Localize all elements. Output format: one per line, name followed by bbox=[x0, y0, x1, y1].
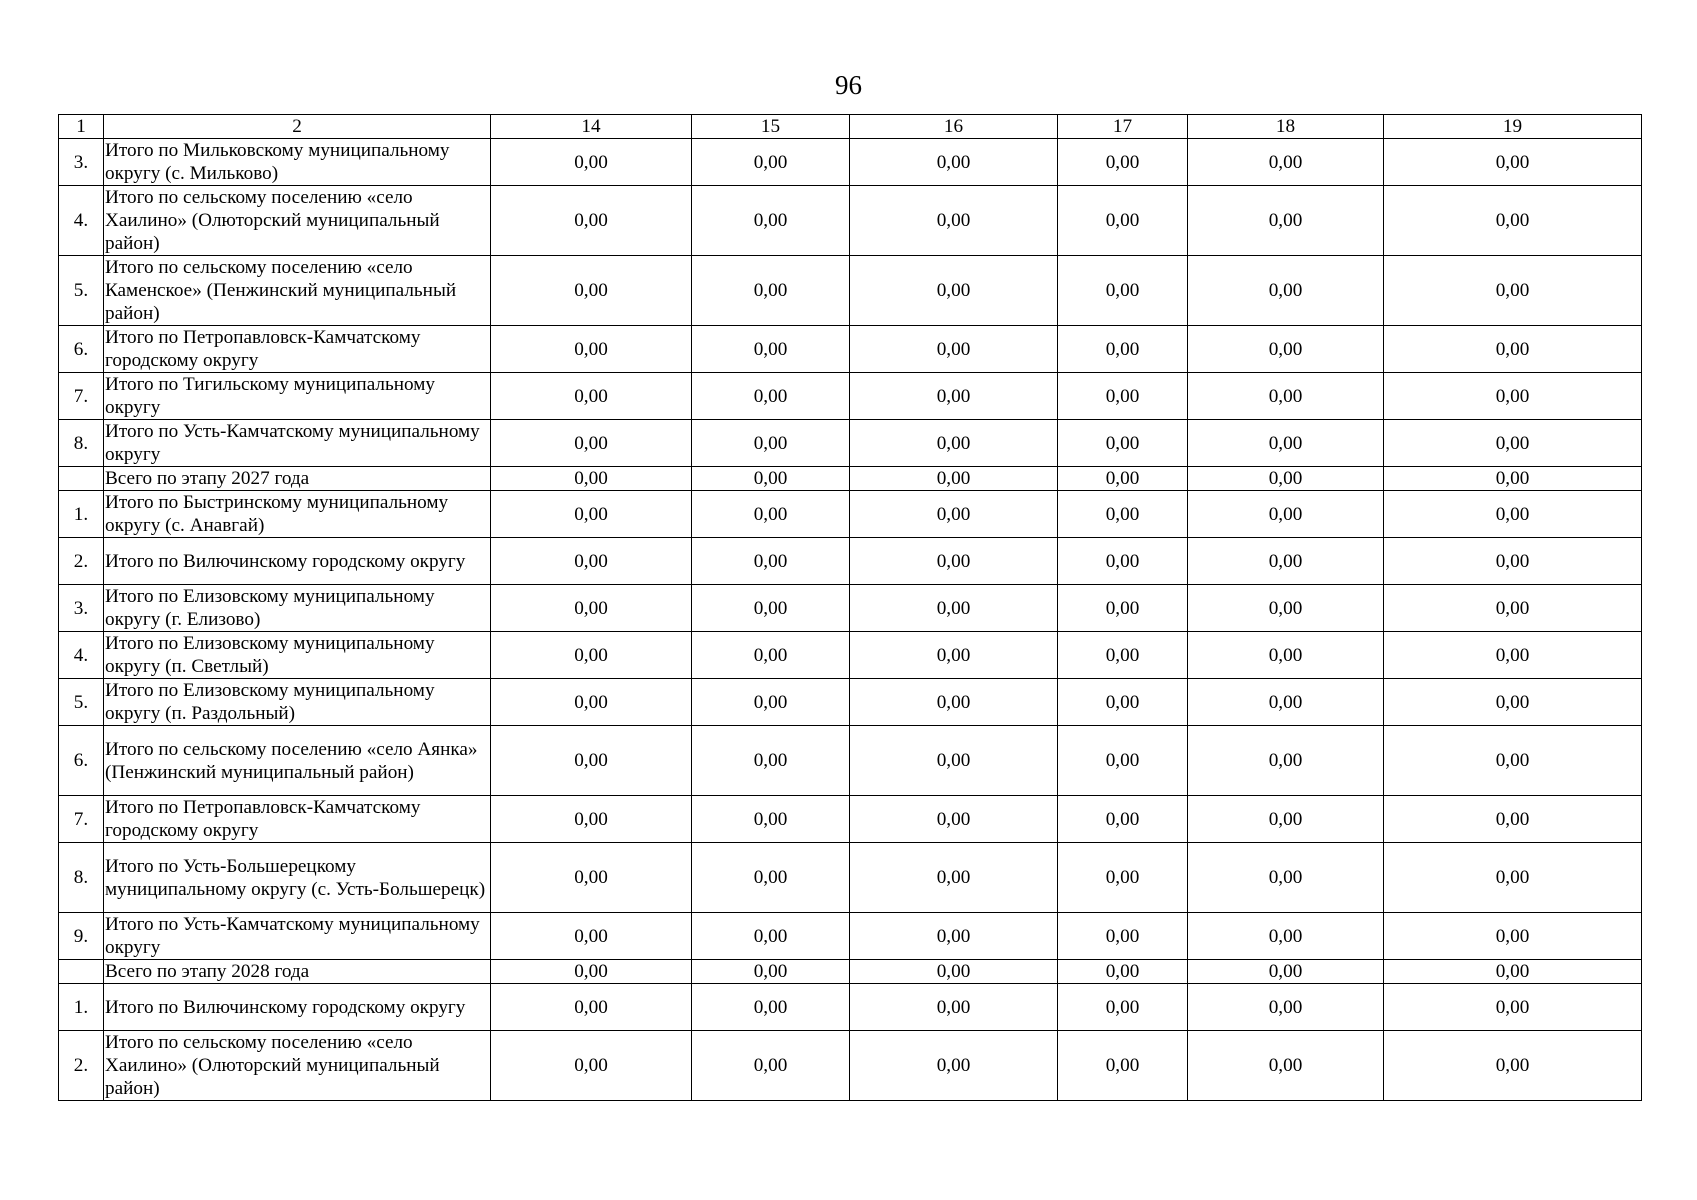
row-name-cell: Итого по сельскому поселению «село Хаилино» (Олюторский муниципальный район) bbox=[104, 1031, 491, 1101]
table-row bbox=[59, 467, 1642, 491]
value-cell: 0,00 bbox=[850, 491, 1058, 538]
value-cell: 0,00 bbox=[692, 960, 850, 984]
row-number-cell bbox=[59, 467, 104, 491]
value-cell: 0,00 bbox=[850, 984, 1058, 1031]
value-cell: 0,00 bbox=[1188, 984, 1384, 1031]
value-cell: 0,00 bbox=[1384, 326, 1642, 373]
table-row bbox=[59, 796, 1642, 843]
value-cell: 0,00 bbox=[692, 679, 850, 726]
table-row bbox=[59, 139, 1642, 186]
table-row bbox=[59, 538, 1642, 585]
table-row bbox=[59, 632, 1642, 679]
row-name-cell: Итого по Елизовскому муниципальному округу (г. Елизово) bbox=[104, 585, 491, 632]
data-table bbox=[58, 114, 1642, 1101]
value-cell: 0,00 bbox=[1058, 960, 1188, 984]
row-number-cell: 3. bbox=[59, 585, 104, 632]
value-cell: 0,00 bbox=[491, 632, 692, 679]
value-cell: 0,00 bbox=[692, 373, 850, 420]
row-number-cell: 8. bbox=[59, 420, 104, 467]
row-number-cell: 7. bbox=[59, 373, 104, 420]
value-cell: 0,00 bbox=[1058, 373, 1188, 420]
value-cell: 0,00 bbox=[491, 585, 692, 632]
header-cell: 18 bbox=[1188, 115, 1384, 139]
row-number-cell: 3. bbox=[59, 139, 104, 186]
value-cell: 0,00 bbox=[491, 538, 692, 585]
table-row bbox=[59, 1031, 1642, 1101]
value-cell: 0,00 bbox=[692, 632, 850, 679]
value-cell: 0,00 bbox=[1058, 256, 1188, 326]
value-cell: 0,00 bbox=[692, 843, 850, 913]
header-cell: 14 bbox=[491, 115, 692, 139]
row-name-cell: Итого по Усть-Большерецкому муниципальному округу (с. Усть-Большерецк) bbox=[104, 843, 491, 913]
value-cell: 0,00 bbox=[1058, 186, 1188, 256]
value-cell: 0,00 bbox=[1058, 538, 1188, 585]
value-cell: 0,00 bbox=[1188, 679, 1384, 726]
value-cell: 0,00 bbox=[1188, 843, 1384, 913]
table-row bbox=[59, 726, 1642, 796]
row-name-cell: Итого по Елизовскому муниципальному округу (п. Раздольный) bbox=[104, 679, 491, 726]
header-cell: 17 bbox=[1058, 115, 1188, 139]
header-cell: 16 bbox=[850, 115, 1058, 139]
value-cell: 0,00 bbox=[1188, 796, 1384, 843]
value-cell: 0,00 bbox=[850, 186, 1058, 256]
value-cell: 0,00 bbox=[1384, 679, 1642, 726]
table-row bbox=[59, 585, 1642, 632]
value-cell: 0,00 bbox=[1058, 726, 1188, 796]
value-cell: 0,00 bbox=[850, 960, 1058, 984]
value-cell: 0,00 bbox=[1188, 491, 1384, 538]
value-cell: 0,00 bbox=[850, 538, 1058, 585]
table-row bbox=[59, 256, 1642, 326]
row-number-cell: 4. bbox=[59, 632, 104, 679]
value-cell: 0,00 bbox=[1188, 538, 1384, 585]
value-cell: 0,00 bbox=[491, 139, 692, 186]
value-cell: 0,00 bbox=[1058, 679, 1188, 726]
row-name-cell: Итого по Мильковскому муниципальному округу (с. Мильково) bbox=[104, 139, 491, 186]
value-cell: 0,00 bbox=[491, 984, 692, 1031]
value-cell: 0,00 bbox=[692, 420, 850, 467]
value-cell: 0,00 bbox=[692, 796, 850, 843]
value-cell: 0,00 bbox=[850, 1031, 1058, 1101]
value-cell: 0,00 bbox=[1384, 585, 1642, 632]
value-cell: 0,00 bbox=[1058, 843, 1188, 913]
value-cell: 0,00 bbox=[1384, 632, 1642, 679]
value-cell: 0,00 bbox=[692, 186, 850, 256]
value-cell: 0,00 bbox=[1058, 139, 1188, 186]
value-cell: 0,00 bbox=[491, 1031, 692, 1101]
header-cell: 15 bbox=[692, 115, 850, 139]
row-name-cell: Итого по Усть-Камчатскому муниципальному округу bbox=[104, 913, 491, 960]
row-name-cell: Итого по сельскому поселению «село Каменское» (Пенжинский муниципальный район) bbox=[104, 256, 491, 326]
value-cell: 0,00 bbox=[1188, 256, 1384, 326]
row-name-cell: Итого по сельскому поселению «село Аянка» (Пенжинский муниципальный район) bbox=[104, 726, 491, 796]
value-cell: 0,00 bbox=[1058, 796, 1188, 843]
value-cell: 0,00 bbox=[1058, 913, 1188, 960]
value-cell: 0,00 bbox=[1188, 139, 1384, 186]
value-cell: 0,00 bbox=[1188, 186, 1384, 256]
value-cell: 0,00 bbox=[491, 843, 692, 913]
row-number-cell: 2. bbox=[59, 538, 104, 585]
header-cell: 1 bbox=[59, 115, 104, 139]
row-name-cell: Всего по этапу 2027 года bbox=[104, 467, 491, 491]
row-number-cell: 5. bbox=[59, 256, 104, 326]
value-cell: 0,00 bbox=[1058, 984, 1188, 1031]
value-cell: 0,00 bbox=[850, 726, 1058, 796]
row-name-cell: Итого по Вилючинскому городскому округу bbox=[104, 984, 491, 1031]
value-cell: 0,00 bbox=[1384, 913, 1642, 960]
row-name-cell: Итого по Елизовскому муниципальному округу (п. Светлый) bbox=[104, 632, 491, 679]
row-number-cell: 7. bbox=[59, 796, 104, 843]
table-row bbox=[59, 420, 1642, 467]
table-row bbox=[59, 843, 1642, 913]
value-cell: 0,00 bbox=[1188, 420, 1384, 467]
value-cell: 0,00 bbox=[850, 256, 1058, 326]
value-cell: 0,00 bbox=[850, 373, 1058, 420]
value-cell: 0,00 bbox=[1384, 420, 1642, 467]
value-cell: 0,00 bbox=[1188, 1031, 1384, 1101]
value-cell: 0,00 bbox=[1384, 256, 1642, 326]
value-cell: 0,00 bbox=[1384, 843, 1642, 913]
row-name-cell: Итого по Петропавловск-Камчатскому городскому округу bbox=[104, 796, 491, 843]
value-cell: 0,00 bbox=[850, 467, 1058, 491]
header-cell: 2 bbox=[104, 115, 491, 139]
value-cell: 0,00 bbox=[1384, 984, 1642, 1031]
value-cell: 0,00 bbox=[1188, 373, 1384, 420]
value-cell: 0,00 bbox=[850, 139, 1058, 186]
value-cell: 0,00 bbox=[692, 726, 850, 796]
value-cell: 0,00 bbox=[1384, 373, 1642, 420]
value-cell: 0,00 bbox=[491, 186, 692, 256]
row-number-cell: 5. bbox=[59, 679, 104, 726]
row-name-cell: Итого по Быстринскому муниципальному округу (с. Анавгай) bbox=[104, 491, 491, 538]
row-name-cell: Итого по Петропавловск-Камчатскому городскому округу bbox=[104, 326, 491, 373]
value-cell: 0,00 bbox=[850, 796, 1058, 843]
value-cell: 0,00 bbox=[850, 843, 1058, 913]
value-cell: 0,00 bbox=[1384, 491, 1642, 538]
value-cell: 0,00 bbox=[850, 679, 1058, 726]
value-cell: 0,00 bbox=[491, 913, 692, 960]
value-cell: 0,00 bbox=[692, 913, 850, 960]
value-cell: 0,00 bbox=[1384, 1031, 1642, 1101]
value-cell: 0,00 bbox=[850, 913, 1058, 960]
table-row bbox=[59, 960, 1642, 984]
value-cell: 0,00 bbox=[1188, 632, 1384, 679]
value-cell: 0,00 bbox=[1188, 726, 1384, 796]
row-number-cell bbox=[59, 960, 104, 984]
table-body bbox=[59, 115, 1642, 1101]
row-number-cell: 4. bbox=[59, 186, 104, 256]
value-cell: 0,00 bbox=[491, 256, 692, 326]
value-cell: 0,00 bbox=[491, 796, 692, 843]
value-cell: 0,00 bbox=[692, 326, 850, 373]
row-number-cell: 9. bbox=[59, 913, 104, 960]
value-cell: 0,00 bbox=[1384, 139, 1642, 186]
value-cell: 0,00 bbox=[1188, 326, 1384, 373]
value-cell: 0,00 bbox=[1188, 467, 1384, 491]
table-row bbox=[59, 491, 1642, 538]
row-name-cell: Итого по Усть-Камчатскому муниципальному округу bbox=[104, 420, 491, 467]
value-cell: 0,00 bbox=[1058, 491, 1188, 538]
value-cell: 0,00 bbox=[1188, 913, 1384, 960]
table-row bbox=[59, 373, 1642, 420]
value-cell: 0,00 bbox=[692, 467, 850, 491]
value-cell: 0,00 bbox=[1058, 1031, 1188, 1101]
value-cell: 0,00 bbox=[1188, 960, 1384, 984]
row-name-cell: Всего по этапу 2028 года bbox=[104, 960, 491, 984]
value-cell: 0,00 bbox=[850, 585, 1058, 632]
value-cell: 0,00 bbox=[1058, 632, 1188, 679]
value-cell: 0,00 bbox=[1384, 538, 1642, 585]
value-cell: 0,00 bbox=[491, 726, 692, 796]
header-cell: 19 bbox=[1384, 115, 1642, 139]
value-cell: 0,00 bbox=[1384, 796, 1642, 843]
table-row bbox=[59, 913, 1642, 960]
row-name-cell: Итого по Вилючинскому городскому округу bbox=[104, 538, 491, 585]
value-cell: 0,00 bbox=[1058, 326, 1188, 373]
value-cell: 0,00 bbox=[692, 585, 850, 632]
row-number-cell: 1. bbox=[59, 984, 104, 1031]
table-row bbox=[59, 984, 1642, 1031]
row-name-cell: Итого по Тигильскому муниципальному округу bbox=[104, 373, 491, 420]
value-cell: 0,00 bbox=[1384, 186, 1642, 256]
table-header-row bbox=[59, 115, 1642, 139]
value-cell: 0,00 bbox=[491, 373, 692, 420]
row-number-cell: 6. bbox=[59, 726, 104, 796]
value-cell: 0,00 bbox=[692, 1031, 850, 1101]
value-cell: 0,00 bbox=[1188, 585, 1384, 632]
value-cell: 0,00 bbox=[692, 538, 850, 585]
value-cell: 0,00 bbox=[491, 960, 692, 984]
table-row bbox=[59, 679, 1642, 726]
value-cell: 0,00 bbox=[491, 467, 692, 491]
value-cell: 0,00 bbox=[491, 679, 692, 726]
page-number: 96 bbox=[835, 70, 862, 100]
row-name-cell: Итого по сельскому поселению «село Хаилино» (Олюторский муниципальный район) bbox=[104, 186, 491, 256]
table-row bbox=[59, 186, 1642, 256]
row-number-cell: 8. bbox=[59, 843, 104, 913]
value-cell: 0,00 bbox=[1058, 467, 1188, 491]
row-number-cell: 1. bbox=[59, 491, 104, 538]
row-number-cell: 6. bbox=[59, 326, 104, 373]
value-cell: 0,00 bbox=[692, 139, 850, 186]
value-cell: 0,00 bbox=[1058, 420, 1188, 467]
row-number-cell: 2. bbox=[59, 1031, 104, 1101]
value-cell: 0,00 bbox=[692, 256, 850, 326]
value-cell: 0,00 bbox=[1058, 585, 1188, 632]
value-cell: 0,00 bbox=[850, 420, 1058, 467]
value-cell: 0,00 bbox=[1384, 467, 1642, 491]
table-row bbox=[59, 326, 1642, 373]
value-cell: 0,00 bbox=[491, 491, 692, 538]
value-cell: 0,00 bbox=[850, 326, 1058, 373]
value-cell: 0,00 bbox=[1384, 960, 1642, 984]
value-cell: 0,00 bbox=[692, 491, 850, 538]
value-cell: 0,00 bbox=[850, 632, 1058, 679]
value-cell: 0,00 bbox=[1384, 726, 1642, 796]
value-cell: 0,00 bbox=[692, 984, 850, 1031]
value-cell: 0,00 bbox=[491, 326, 692, 373]
value-cell: 0,00 bbox=[491, 420, 692, 467]
